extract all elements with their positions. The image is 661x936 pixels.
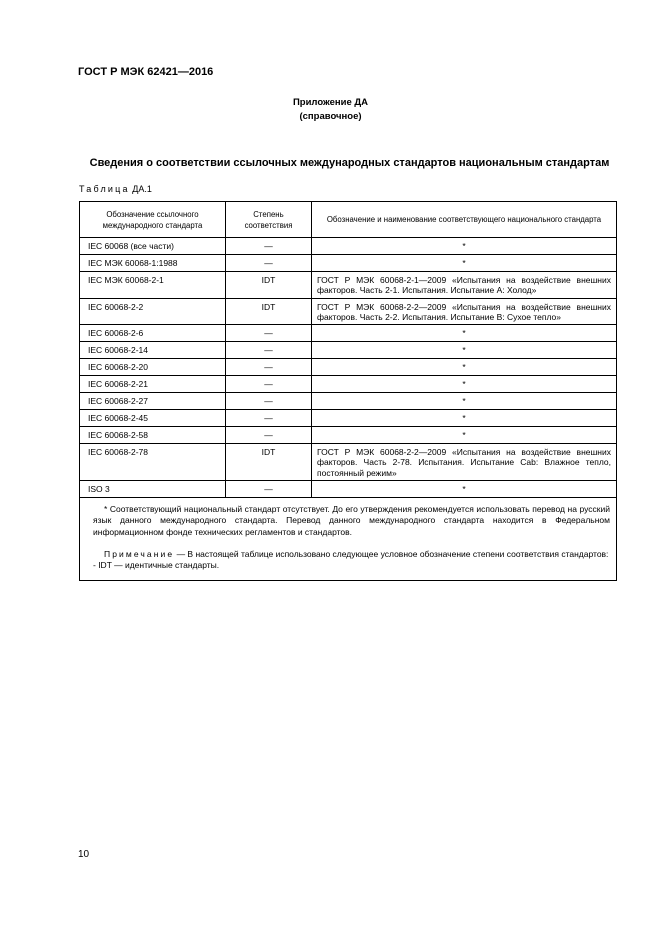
table-row: [80, 342, 617, 359]
note-text: — В настоящей таблице использовано следующее условное обозначение степени соответствия стандартов:: [174, 548, 609, 559]
table-row: [80, 410, 617, 427]
cell-reference: IEC 60068 (все части): [80, 238, 226, 255]
cell-reference: IEC 60068-2-78: [80, 444, 226, 481]
cell-degree: —: [226, 342, 312, 359]
table-row: [80, 298, 617, 325]
note: [93, 549, 610, 560]
table-caption: [79, 184, 152, 194]
cell-degree: IDT: [226, 272, 312, 299]
table-notes: [80, 498, 617, 580]
cell-reference: ISO 3: [80, 481, 226, 498]
standard-code: ГОСТ Р МЭК 62421—2016: [78, 66, 214, 78]
cell-degree: —: [226, 238, 312, 255]
cell-degree: —: [226, 376, 312, 393]
cell-reference: IEC 60068-2-45: [80, 410, 226, 427]
cell-degree: —: [226, 393, 312, 410]
cell-national: *: [312, 255, 617, 272]
cell-reference: IEC 60068-2-6: [80, 325, 226, 342]
column-header-reference: Обозначение ссылочного международного стандарта: [80, 202, 226, 238]
table-header-row: [80, 202, 617, 238]
cell-national: *: [312, 427, 617, 444]
footnote: * Соответствующий национальный стандарт отсутствует. До его утверждения рекомендуется использовать перевод на русский язык данного международного стандарта. Перевод данного международного стандарта находится в Федеральном информационном фонде технических регламентов и стандартов.: [93, 504, 610, 537]
cell-degree: —: [226, 427, 312, 444]
cell-reference: IEC 60068-2-58: [80, 427, 226, 444]
note-item: - IDT — идентичные стандарты.: [93, 560, 220, 571]
cell-reference: IEC 60068-2-20: [80, 359, 226, 376]
cell-national: *: [312, 342, 617, 359]
table-row: [80, 481, 617, 498]
column-header-national: Обозначение и наименование соответствующего национального стандарта: [312, 202, 617, 238]
table-row: [80, 427, 617, 444]
table-row: [80, 359, 617, 376]
table-caption-number: ДА.1: [132, 184, 152, 194]
cell-degree: IDT: [226, 444, 312, 481]
cell-national: *: [312, 410, 617, 427]
cell-reference: IEC 60068-2-21: [80, 376, 226, 393]
page-number: 10: [78, 849, 90, 860]
cell-national: ГОСТ Р МЭК 60068-2-1—2009 «Испытания на воздействие внешних факторов. Часть 2-1. Испытания. Испытание А: Холод»: [312, 272, 617, 299]
table-notes-row: [80, 498, 617, 580]
cell-reference: IEC МЭК 60068-1:1988: [80, 255, 226, 272]
table-row: [80, 238, 617, 255]
cell-degree: —: [226, 410, 312, 427]
correspondence-table: [79, 201, 617, 581]
cell-degree: —: [226, 359, 312, 376]
table-row: [80, 444, 617, 481]
table-row: [80, 325, 617, 342]
annex-note: (справочное): [299, 111, 362, 122]
table-row: [80, 272, 617, 299]
cell-reference: IEC 60068-2-2: [80, 298, 226, 325]
annex-heading: [78, 96, 583, 124]
cell-degree: IDT: [226, 298, 312, 325]
cell-national: *: [312, 481, 617, 498]
cell-degree: —: [226, 325, 312, 342]
cell-reference: IEC МЭК 60068-2-1: [80, 272, 226, 299]
cell-degree: —: [226, 481, 312, 498]
cell-national: *: [312, 325, 617, 342]
main-title: Сведения о соответствии ссылочных международных стандартов национальным стандартам: [89, 157, 610, 169]
cell-degree: —: [226, 255, 312, 272]
table-caption-label: Таблица: [79, 184, 130, 194]
note-label: Примечание: [104, 548, 175, 559]
cell-national: *: [312, 376, 617, 393]
cell-reference: IEC 60068-2-14: [80, 342, 226, 359]
cell-national: ГОСТ Р МЭК 60068-2-2—2009 «Испытания на воздействие внешних факторов. Часть 2-78. Испытания. Испытание Cab: Влажное тепло, постоянный режим»: [312, 444, 617, 481]
table-row: [80, 255, 617, 272]
annex-title: Приложение ДА: [292, 97, 369, 108]
table-row: [80, 376, 617, 393]
cell-national: *: [312, 359, 617, 376]
table-row: [80, 393, 617, 410]
column-header-degree: Степень соответствия: [226, 202, 312, 238]
cell-national: ГОСТ Р МЭК 60068-2-2—2009 «Испытания на воздействие внешних факторов. Часть 2-2. Испытания. Испытание В: Сухое тепло»: [312, 298, 617, 325]
cell-national: *: [312, 238, 617, 255]
cell-national: *: [312, 393, 617, 410]
cell-reference: IEC 60068-2-27: [80, 393, 226, 410]
